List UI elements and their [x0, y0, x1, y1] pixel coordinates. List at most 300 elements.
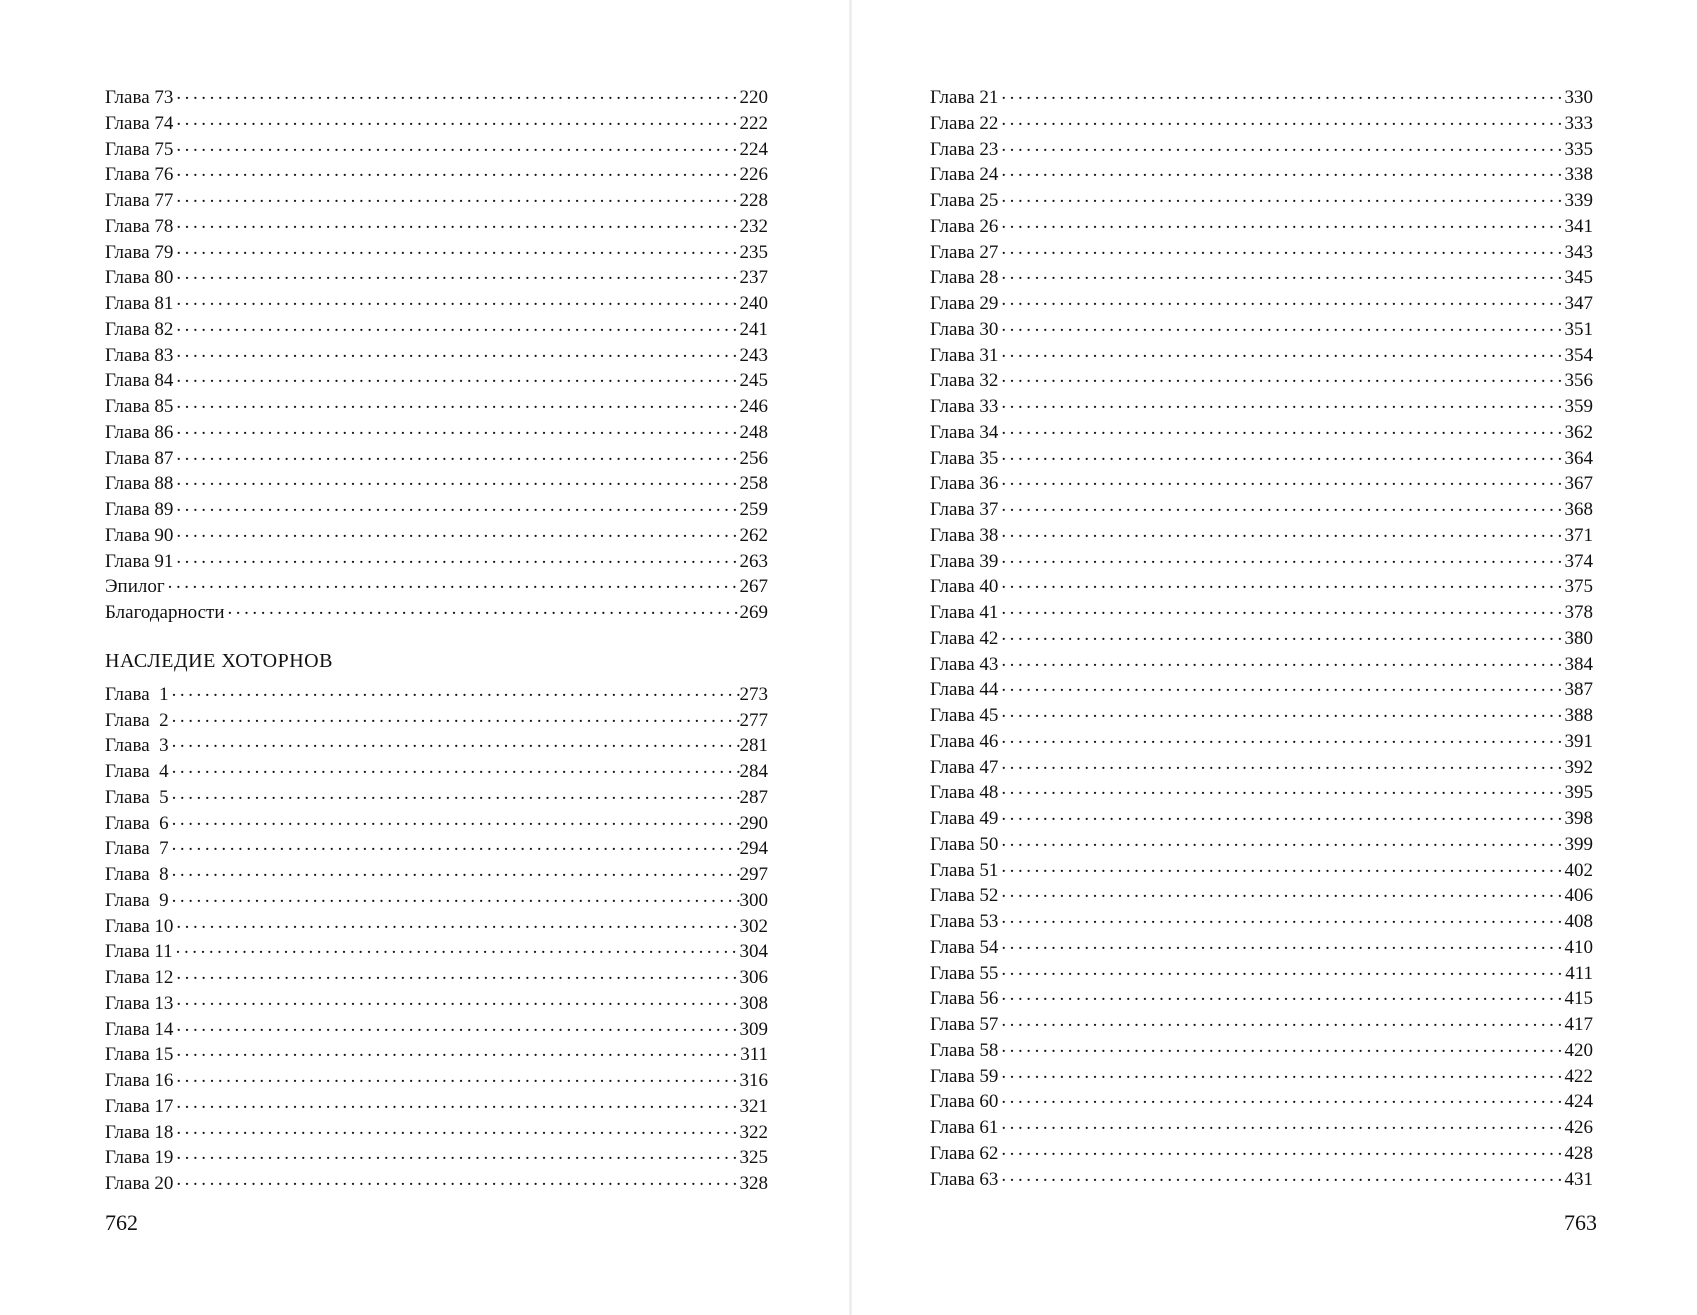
toc-entry [105, 367, 768, 393]
toc-entry-page: 237 [739, 267, 768, 289]
toc-entry-page: 398 [1564, 808, 1593, 829]
toc-entry-page: 246 [739, 396, 768, 417]
dot-leader [176, 419, 739, 438]
toc-entry [105, 84, 768, 110]
toc-entry-page: 391 [1564, 730, 1593, 752]
toc-entry-page: 259 [739, 499, 768, 520]
toc-entry-page: 384 [1564, 653, 1593, 675]
toc-entry-label: Глава 75 [105, 138, 174, 160]
toc-entry [930, 934, 1593, 960]
toc-entry-page: 235 [739, 241, 768, 263]
toc-entry-label: Глава 35 [930, 447, 999, 469]
toc-entry [930, 136, 1593, 162]
dot-leader [1001, 522, 1564, 541]
toc-entry-label: Глава 46 [930, 730, 999, 752]
toc-entry-page: 417 [1564, 1014, 1593, 1035]
dot-leader [176, 990, 739, 1009]
toc-entry [105, 758, 768, 784]
dot-leader [1001, 1114, 1564, 1133]
toc-entry-page: 220 [739, 87, 768, 108]
toc-entry-page: 263 [739, 550, 768, 572]
toc-entry-label: Глава 77 [105, 190, 174, 211]
toc-entry-page: 368 [1564, 499, 1593, 520]
toc-entry-page: 224 [739, 138, 768, 160]
dot-leader [1001, 496, 1564, 515]
toc-entry-page: 362 [1564, 421, 1593, 443]
dot-leader [176, 522, 739, 541]
toc-entry-page: 311 [740, 1044, 768, 1066]
toc-entry-label: Глава 76 [105, 164, 174, 186]
dot-leader [176, 496, 739, 515]
toc-entry-page: 347 [1564, 293, 1593, 314]
toc-entry-label: Глава 31 [930, 344, 999, 366]
toc-entry-label: Глава 91 [105, 550, 174, 572]
toc-entry [105, 522, 768, 548]
section-title: НАСЛЕДИЕ ХОТОРНОВ [105, 649, 333, 672]
toc-entry-label: Глава 59 [930, 1065, 999, 1087]
dot-leader [176, 161, 739, 180]
toc-entry-page: 422 [1564, 1065, 1593, 1087]
dot-leader [1001, 573, 1564, 592]
dot-leader [172, 810, 740, 829]
toc-entry [930, 110, 1593, 136]
toc-entry [105, 784, 768, 810]
toc-entry [105, 161, 768, 187]
dot-leader [168, 573, 740, 592]
toc-entry [930, 779, 1593, 805]
dot-leader [176, 938, 740, 957]
toc-entry [105, 470, 768, 496]
toc-entry [930, 264, 1593, 290]
toc-entry [105, 1119, 768, 1145]
toc-entry-label: Глава 22 [930, 112, 999, 134]
toc-entry-label: Глава 17 [105, 1095, 174, 1117]
toc-entry-page: 300 [739, 889, 768, 911]
toc-entry-page: 325 [739, 1147, 768, 1169]
toc-entry [930, 548, 1593, 574]
toc-entry-page: 328 [739, 1173, 768, 1194]
toc-entry-page: 415 [1564, 988, 1593, 1010]
toc-entry-label: Глава 48 [930, 782, 999, 804]
toc-entry [930, 1114, 1593, 1140]
toc-entry-page: 420 [1564, 1039, 1593, 1061]
dot-leader [176, 445, 739, 464]
toc-entry-page: 321 [739, 1095, 768, 1117]
dot-leader [1001, 419, 1564, 438]
dot-leader [1001, 110, 1564, 129]
toc-entry [105, 681, 768, 707]
toc-entry [105, 548, 768, 574]
toc-entry-label: Глава 40 [930, 576, 999, 598]
toc-entry-label: Глава 89 [105, 499, 174, 520]
toc-entry-page: 222 [739, 112, 768, 134]
toc-entry [930, 393, 1593, 419]
dot-leader [176, 264, 739, 283]
toc-list-top [105, 84, 768, 625]
toc-entry-label: Глава 30 [930, 318, 999, 340]
toc-entry-page: 269 [739, 602, 768, 623]
dot-leader [172, 784, 740, 803]
toc-entry-page: 297 [739, 864, 768, 885]
toc-entry [105, 1093, 768, 1119]
toc-entry-label: Глава 44 [930, 679, 999, 701]
toc-entry-label: Глава 43 [930, 653, 999, 675]
toc-entry [930, 1166, 1593, 1192]
toc-entry-label: Глава 23 [930, 138, 999, 160]
toc-entry [930, 84, 1593, 110]
dot-leader [176, 187, 739, 206]
toc-entry-page: 333 [1564, 112, 1593, 134]
toc-entry [930, 1011, 1593, 1037]
toc-entry-label: Глава 5 [105, 786, 169, 808]
dot-leader [176, 470, 739, 489]
toc-entry [930, 445, 1593, 471]
dot-leader [172, 835, 740, 854]
toc-entry-label: Глава 27 [930, 241, 999, 263]
toc-entry-label: Глава 1 [105, 683, 169, 705]
toc-entry [105, 573, 768, 599]
dot-leader [1001, 1166, 1564, 1185]
dot-leader [176, 110, 739, 129]
dot-leader [1001, 908, 1564, 927]
toc-entry-label: Глава 49 [930, 808, 999, 829]
dot-leader [176, 342, 739, 361]
toc-entry [105, 290, 768, 316]
dot-leader [1001, 651, 1564, 670]
toc-entry [930, 1063, 1593, 1089]
toc-entry-page: 343 [1564, 241, 1593, 263]
toc-list-right [930, 84, 1593, 1191]
dot-leader [1001, 1011, 1564, 1030]
dot-leader [1001, 213, 1564, 232]
toc-entry-label: Глава 57 [930, 1014, 999, 1035]
toc-entry-label: Глава 58 [930, 1039, 999, 1061]
toc-entry [930, 702, 1593, 728]
toc-entry-label: Глава 80 [105, 267, 174, 289]
toc-entry-page: 226 [739, 164, 768, 186]
toc-entry [105, 316, 768, 342]
toc-entry-page: 402 [1564, 859, 1593, 881]
toc-entry [930, 573, 1593, 599]
toc-entry-label: Благодарности [105, 602, 225, 623]
toc-entry-label: Глава 55 [930, 962, 999, 984]
toc-entry-label: Глава 36 [930, 473, 999, 495]
toc-entry-label: Глава 29 [930, 293, 999, 314]
toc-entry-label: Глава 51 [930, 859, 999, 881]
toc-entry-label: Глава 34 [930, 421, 999, 443]
dot-leader [1001, 779, 1564, 798]
toc-entry-label: Глава 86 [105, 421, 174, 443]
toc-entry [105, 213, 768, 239]
dot-leader [1001, 754, 1564, 773]
dot-leader [1001, 239, 1564, 258]
toc-entry-label: Глава 25 [930, 190, 999, 211]
toc-entry-page: 245 [739, 370, 768, 392]
toc-entry [105, 810, 768, 836]
toc-entry-page: 375 [1564, 576, 1593, 598]
toc-entry-label: Глава 62 [930, 1142, 999, 1164]
toc-entry-label: Глава 11 [105, 941, 173, 963]
toc-entry-label: Глава 38 [930, 524, 999, 546]
toc-entry-page: 374 [1564, 550, 1593, 572]
dot-leader [1001, 985, 1564, 1004]
toc-entry-label: Глава 78 [105, 215, 174, 237]
toc-entry [105, 264, 768, 290]
toc-entry-page: 388 [1564, 705, 1593, 726]
toc-entry-page: 243 [739, 344, 768, 366]
toc-entry [930, 985, 1593, 1011]
toc-entry [105, 1144, 768, 1170]
toc-entry-label: Глава 50 [930, 833, 999, 855]
toc-entry-page: 399 [1564, 833, 1593, 855]
toc-entry-page: 431 [1564, 1168, 1593, 1190]
toc-entry-page: 345 [1564, 267, 1593, 289]
toc-entry-label: Глава 13 [105, 992, 174, 1014]
dot-leader [172, 681, 740, 700]
toc-entry-page: 426 [1564, 1117, 1593, 1138]
toc-entry-page: 287 [739, 786, 768, 808]
right-page [852, 0, 1697, 1315]
toc-entry-page: 410 [1564, 936, 1593, 958]
toc-entry [105, 599, 768, 625]
toc-entry-label: Глава 41 [930, 602, 999, 623]
toc-entry-page: 281 [739, 735, 768, 757]
dot-leader [176, 1144, 739, 1163]
toc-entry-label: Глава 84 [105, 370, 174, 392]
toc-entry [930, 754, 1593, 780]
toc-entry-page: 335 [1564, 138, 1593, 160]
toc-entry-label: Глава 82 [105, 318, 174, 340]
dot-leader [1001, 960, 1565, 979]
toc-entry-label: Глава 79 [105, 241, 174, 263]
toc-entry-page: 338 [1564, 164, 1593, 186]
dot-leader [1001, 1063, 1564, 1082]
toc-entry [105, 239, 768, 265]
dot-leader [172, 732, 740, 751]
dot-leader [1001, 934, 1564, 953]
dot-leader [1001, 548, 1564, 567]
dot-leader [1001, 831, 1564, 850]
toc-entry-page: 411 [1565, 962, 1593, 984]
toc-entry-label: Глава 87 [105, 447, 174, 469]
toc-entry-label: Глава 85 [105, 396, 174, 417]
toc-entry-page: 306 [739, 967, 768, 988]
toc-entry-page: 308 [739, 992, 768, 1014]
toc-entry [930, 831, 1593, 857]
toc-entry-page: 322 [739, 1121, 768, 1143]
dot-leader [1001, 676, 1564, 695]
toc-entry-label: Глава 37 [930, 499, 999, 520]
toc-entry-label: Глава 26 [930, 215, 999, 237]
dot-leader [1001, 84, 1564, 103]
dot-leader [1001, 882, 1564, 901]
toc-entry-label: Глава 54 [930, 936, 999, 958]
toc-entry-label: Глава 42 [930, 627, 999, 649]
toc-entry-page: 339 [1564, 190, 1593, 211]
dot-leader [176, 213, 739, 232]
toc-entry [105, 187, 768, 213]
toc-entry-page: 380 [1564, 627, 1593, 649]
dot-leader [176, 1170, 739, 1189]
toc-entry [930, 290, 1593, 316]
dot-leader [176, 964, 739, 983]
toc-entry-page: 392 [1564, 756, 1593, 778]
dot-leader [1001, 136, 1564, 155]
toc-entry-page: 241 [739, 318, 768, 340]
dot-leader [1001, 393, 1564, 412]
toc-entry-page: 248 [739, 421, 768, 443]
toc-entry-page: 354 [1564, 344, 1593, 366]
toc-entry-label: Глава 4 [105, 761, 169, 782]
dot-leader [1001, 728, 1564, 747]
toc-entry-label: Глава 33 [930, 396, 999, 417]
toc-entry [105, 835, 768, 861]
toc-entry-label: Глава 52 [930, 885, 999, 907]
toc-entry-label: Глава 56 [930, 988, 999, 1010]
dot-leader [1001, 187, 1564, 206]
dot-leader [1001, 1140, 1564, 1159]
toc-entry [930, 187, 1593, 213]
toc-entry-label: Глава 53 [930, 911, 999, 932]
toc-entry [930, 805, 1593, 831]
toc-entry [930, 1088, 1593, 1114]
toc-entry-label: Глава 45 [930, 705, 999, 726]
dot-leader [176, 1041, 740, 1060]
toc-entry-label: Глава 10 [105, 915, 174, 937]
toc-entry [105, 419, 768, 445]
toc-entry-page: 262 [739, 524, 768, 546]
toc-entry-label: Глава 61 [930, 1117, 999, 1138]
dot-leader [176, 1067, 739, 1086]
dot-leader [1001, 1037, 1564, 1056]
toc-entry-page: 302 [739, 915, 768, 937]
toc-entry-label: Глава 60 [930, 1091, 999, 1113]
dot-leader [1001, 1088, 1564, 1107]
toc-entry-page: 228 [739, 190, 768, 211]
toc-entry-label: Глава 81 [105, 293, 174, 314]
toc-entry [105, 732, 768, 758]
dot-leader [176, 239, 739, 258]
toc-entry-page: 258 [739, 473, 768, 495]
toc-entry-page: 351 [1564, 318, 1593, 340]
toc-entry [105, 707, 768, 733]
dot-leader [1001, 702, 1564, 721]
toc-entry-label: Глава 12 [105, 967, 174, 988]
toc-entry [105, 136, 768, 162]
toc-entry-label: Глава 32 [930, 370, 999, 392]
dot-leader [176, 136, 739, 155]
dot-leader [1001, 264, 1564, 283]
toc-list-section [105, 681, 768, 1196]
dot-leader [172, 861, 740, 880]
toc-entry-label: Глава 15 [105, 1044, 174, 1066]
toc-entry-page: 304 [739, 941, 768, 963]
toc-entry [930, 213, 1593, 239]
toc-entry-page: 378 [1564, 602, 1593, 623]
toc-entry [105, 1016, 768, 1042]
toc-entry-page: 316 [739, 1070, 768, 1091]
toc-entry-page: 395 [1564, 782, 1593, 804]
toc-entry-label: Эпилог [105, 576, 165, 598]
dot-leader [176, 84, 739, 103]
toc-entry [930, 857, 1593, 883]
toc-entry-page: 371 [1564, 524, 1593, 546]
dot-leader [1001, 625, 1564, 644]
toc-entry-label: Глава 3 [105, 735, 169, 757]
toc-entry-page: 290 [739, 812, 768, 834]
toc-entry-label: Глава 6 [105, 812, 169, 834]
toc-entry [105, 1067, 768, 1093]
toc-entry [105, 861, 768, 887]
toc-entry-label: Глава 24 [930, 164, 999, 186]
dot-leader [176, 316, 739, 335]
toc-entry-page: 367 [1564, 473, 1593, 495]
toc-entry-label: Глава 21 [930, 87, 999, 108]
toc-entry-page: 359 [1564, 396, 1593, 417]
dot-leader [172, 707, 740, 726]
dot-leader [1001, 599, 1564, 618]
toc-entry-label: Глава 19 [105, 1147, 174, 1169]
page-number-left: 762 [105, 1210, 138, 1235]
toc-entry [105, 445, 768, 471]
toc-entry [930, 882, 1593, 908]
toc-entry [930, 1140, 1593, 1166]
toc-entry-page: 428 [1564, 1142, 1593, 1164]
toc-entry [105, 887, 768, 913]
toc-entry-label: Глава 74 [105, 112, 174, 134]
dot-leader [1001, 290, 1564, 309]
toc-entry-page: 408 [1564, 911, 1593, 932]
toc-entry [930, 676, 1593, 702]
toc-entry [105, 496, 768, 522]
dot-leader [176, 367, 739, 386]
toc-entry [105, 342, 768, 368]
toc-entry-label: Глава 90 [105, 524, 174, 546]
toc-entry-label: Глава 2 [105, 709, 169, 731]
toc-entry [105, 964, 768, 990]
toc-entry-page: 309 [739, 1018, 768, 1040]
toc-entry-page: 277 [739, 709, 768, 731]
toc-entry-page: 232 [739, 215, 768, 237]
toc-entry-label: Глава 7 [105, 838, 169, 860]
toc-entry [105, 938, 768, 964]
dot-leader [228, 599, 740, 618]
toc-entry-label: Глава 9 [105, 889, 169, 911]
toc-entry [930, 1037, 1593, 1063]
dot-leader [176, 1016, 739, 1035]
toc-entry [105, 913, 768, 939]
toc-entry [105, 393, 768, 419]
page-number-right: 763 [1564, 1210, 1597, 1235]
toc-entry-page: 424 [1564, 1091, 1593, 1113]
dot-leader [1001, 857, 1564, 876]
toc-entry-label: Глава 28 [930, 267, 999, 289]
toc-entry-page: 273 [739, 683, 768, 705]
toc-entry [930, 522, 1593, 548]
toc-entry [930, 960, 1593, 986]
toc-entry [930, 651, 1593, 677]
toc-entry-page: 341 [1564, 215, 1593, 237]
toc-entry-label: Глава 39 [930, 550, 999, 572]
dot-leader [176, 290, 739, 309]
dot-leader [1001, 161, 1564, 180]
dot-leader [1001, 470, 1564, 489]
toc-entry [105, 1170, 768, 1196]
toc-entry [105, 990, 768, 1016]
toc-entry [930, 342, 1593, 368]
toc-entry-label: Глава 73 [105, 87, 174, 108]
toc-entry-page: 240 [739, 293, 768, 314]
